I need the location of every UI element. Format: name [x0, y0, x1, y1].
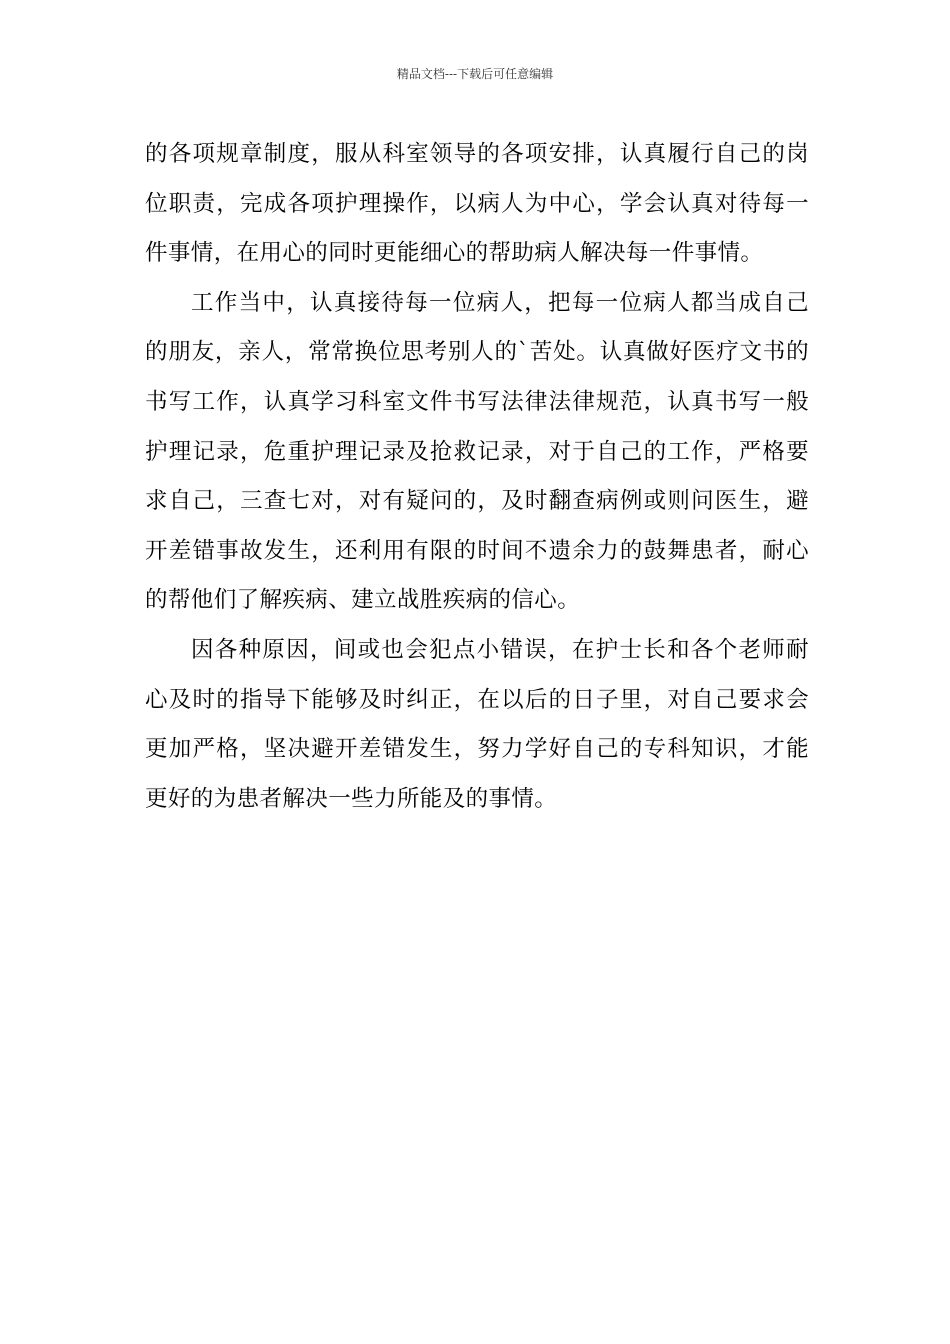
- page-header: 精品文档---下载后可任意编辑: [396, 67, 554, 81]
- paragraph-work: 工作当中，认真接待每一位病人，把每一位病人都当成自己的朋友，亲人，常常换位思考别人的`苦处。认真做好医疗文书的书写工作，认真学习科室文件书写法律法律规范，认真书写一般护理记录，危重护理记录及抢救记录，对于自己的工作，严格要求自己，三查七对，对有疑问的，及时翻查病例或则问医生，避开差错事故发生，还利用有限的时间不遗余力的鼓舞患者，耐心的帮他们了解疾病、建立战胜疾病的信心。: [145, 289, 809, 614]
- paragraph-improvement: 因各种原因，间或也会犯点小错误，在护士长和各个老师耐心及时的指导下能够及时纠正，在以后的日子里，对自己要求会更加严格，坚决避开差错发生，努力学好自己的专科知识，才能更好的为患者解决一些力所能及的事情。: [145, 636, 809, 812]
- paragraph-continuation: 的各项规章制度，服从科室领导的各项安排，认真履行自己的岗位职责，完成各项护理操作，以病人为中心，学会认真对待每一件事情，在用心的同时更能细心的帮助病人解决每一件事情。: [145, 141, 809, 267]
- document-body: [145, 130, 809, 824]
